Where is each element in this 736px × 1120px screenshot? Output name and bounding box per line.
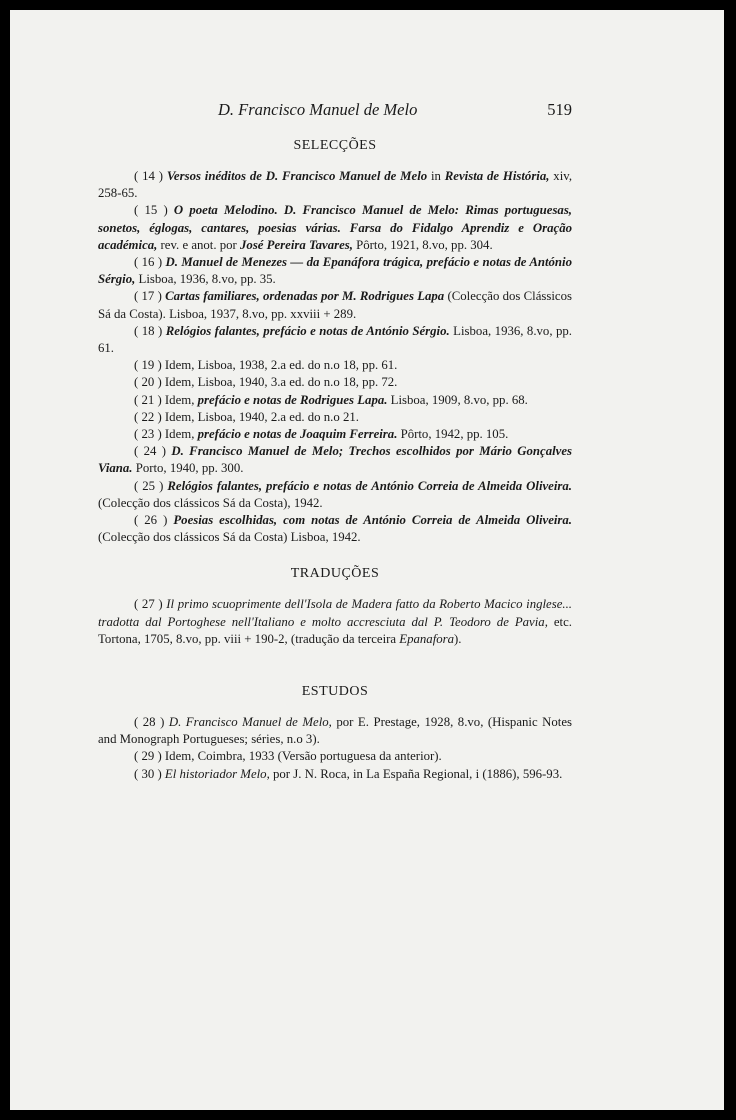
entry-title: D. Francisco Manuel de Melo,: [168, 715, 332, 730]
entry-number: ( 17 ): [134, 289, 162, 304]
entry-number: ( 14 ): [134, 169, 163, 183]
entry-24: ( 24 ) D. Francisco Manuel de Melo; Trechos escolhidos por Mário Gonçalves Viana. Porto, 1940, pp. 300.: [98, 444, 573, 476]
entry-title: prefácio e notas de Joaquim Ferreira.: [197, 427, 398, 442]
entry-number: ( 21 ): [134, 392, 162, 407]
entry-number: ( 22 ): [134, 409, 162, 424]
entry-28: ( 28 ) D. Francisco Manuel de Melo, por E. Prestage, 1928, 8.vo, (Hispanic Notes and Monograph Portugueses; séries, n.o 3).: [98, 715, 573, 747]
entry-number: ( 24 ): [134, 444, 167, 459]
entry-number: ( 25 ): [134, 478, 164, 493]
entry-16: ( 16 ) D. Manuel de Menezes — da Epanáfora trágica, prefácio e notas de António Sérgio, Lisboa, 1936, 8.vo, pp. 35.: [98, 255, 573, 287]
entry-title: Cartas familiares, ordenadas por M. Rodrigues Lapa: [165, 289, 445, 304]
entry-22: ( 22 ) Idem, Lisboa, 1940, 2.a ed. do n.o 21.: [134, 409, 359, 424]
entry-title: Relógios falantes, prefácio e notas de António Correia de Almeida Oliveira.: [167, 478, 572, 493]
entry-27: ( 27 ) Il primo scuoprimente dell'Isola de Madera fatto da Roberto Macico inglese... tradotta dal Portoghese nell'Italiano e molto accresciuta dal P. Teodoro de Pavia, etc. Tortona, 1705, 8.vo, pp. viii + 190-2, (tradução da terceira Epanafora).: [98, 597, 572, 646]
entry-number: ( 30 ): [134, 766, 162, 781]
entry-title: D. Francisco Manuel de Melo; Trechos escolhidos por Mário Gonçalves Viana.: [98, 444, 573, 476]
entry-number: ( 15 ): [134, 203, 168, 218]
running-header: [98, 98, 572, 128]
entry-23: ( 23 ) Idem, prefácio e notas de Joaquim Ferreira. Pôrto, 1942, pp. 105.: [134, 427, 509, 442]
entry-number: ( 28 ): [134, 715, 165, 730]
entry-number: ( 19 ): [134, 358, 162, 373]
entry-18: ( 18 ) Relógios falantes, prefácio e notas de António Sérgio. Lisboa, 1936, 8.vo, pp. 61.: [98, 323, 572, 356]
section-heading-selecoes: SELECÇÕES: [293, 138, 377, 153]
page-body: [98, 98, 572, 783]
entry-21: ( 21 ) Idem, prefácio e notas de Rodrigues Lapa. Lisboa, 1909, 8.vo, pp. 68.: [134, 392, 528, 407]
section-heading-estudos: ESTUDOS: [301, 684, 369, 700]
entry-title: Il primo scuoprimente dell'Isola de Madera fatto da Roberto Macico inglese... tradotta dal Portoghese nell'Italiano e molto accresciuta dal P. Teodoro de Pavia,: [98, 597, 572, 629]
entry-title: Relógios falantes, prefácio e notas de António Sérgio.: [165, 323, 450, 338]
entry-title: prefácio e notas de Rodrigues Lapa.: [197, 392, 388, 407]
entry-26: ( 26 ) Poesias escolhidas, com notas de António Correia de Almeida Oliveira. (Colecção dos clássicos Sá da Costa) Lisboa, 1942.: [98, 513, 573, 545]
entry-number: ( 29 ): [134, 749, 162, 764]
entry-14: ( 14 ) Versos inéditos de D. Francisco Manuel de Melo in Revista de História, xiv, 258-65.: [98, 169, 573, 201]
running-title: D. Francisco Manuel de Melo: [218, 100, 418, 119]
entry-25: ( 25 ) Relógios falantes, prefácio e notas de António Correia de Almeida Oliveira. (Colecção dos clássicos Sá da Costa), 1942.: [98, 478, 572, 510]
entry-number: ( 23 ): [134, 427, 162, 442]
page-number: 519: [547, 100, 572, 119]
entry-number: ( 16 ): [134, 255, 163, 270]
entry-title: D. Manuel de Menezes — da Epanáfora trágica, prefácio e notas de António Sérgio,: [98, 255, 573, 287]
entry-20: ( 20 ) Idem, Lisboa, 1940, 3.a ed. do n.o 18, pp. 72.: [134, 375, 398, 390]
scanned-page: [10, 10, 724, 1110]
entry-19: ( 19 ) Idem, Lisboa, 1938, 2.a ed. do n.o 18, pp. 61.: [134, 358, 398, 373]
entry-title: Versos inéditos de D. Francisco Manuel de Melo: [166, 169, 428, 183]
entry-number: ( 26 ): [134, 513, 168, 528]
entry-number: ( 27 ): [134, 597, 163, 612]
entry-title: El historiador Melo,: [164, 766, 270, 781]
entry-29: ( 29 ) Idem, Coimbra, 1933 (Versão portuguesa da anterior).: [134, 749, 442, 764]
entry-title: Poesias escolhidas, com notas de António Correia de Almeida Oliveira.: [173, 513, 573, 528]
entry-number: ( 20 ): [134, 375, 162, 390]
entry-title: O poeta Melodino. D. Francisco Manuel de Melo: Rimas portuguesas, sonetos, églogas, cantares, poesias várias. Farsa do Fidalgo Aprendiz e Oração académica,: [98, 203, 573, 252]
entry-17: ( 17 ) Cartas familiares, ordenadas por M. Rodrigues Lapa (Colecção dos Clássicos Sá da Costa). Lisboa, 1937, 8.vo, pp. xxviii + 289.: [98, 289, 572, 321]
entry-number: ( 18 ): [134, 323, 163, 338]
entry-15: ( 15 ) O poeta Melodino. D. Francisco Manuel de Melo: Rimas portuguesas, sonetos, églogas, cantares, poesias várias. Farsa do Fidalgo Aprendiz e Oração académica, rev. e anot. por José Pereira Tavares, Pôrto, 1921, 8.vo, pp. 304.: [98, 203, 573, 252]
section-heading-traducoes: TRADUÇÕES: [290, 566, 380, 582]
entry-30: ( 30 ) El historiador Melo, por J. N. Roca, in La España Regional, i (1886), 596-93.: [134, 766, 563, 781]
